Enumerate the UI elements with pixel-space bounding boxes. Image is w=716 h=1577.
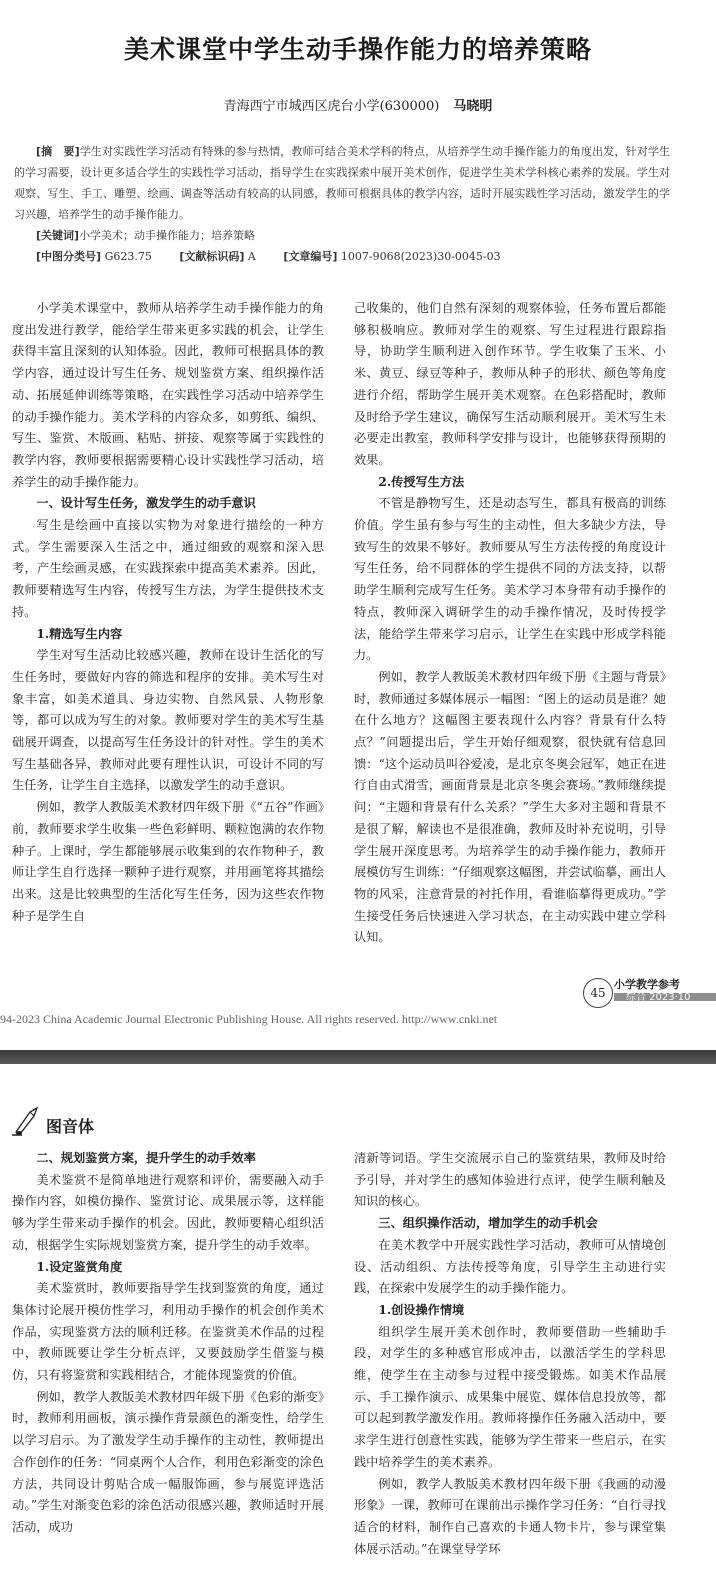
keywords-label: [关键词] <box>36 229 80 242</box>
section-heading: 三、组织操作活动，增加学生的动手机会 <box>378 1216 598 1231</box>
body-paragraph: 美术鉴赏时，教师要指导学生找到鉴赏的角度，通过集体讨论展开模仿性学习，利用动手操作的机会创作美术作品，实现鉴赏方法的顺利迁移。在鉴赏美术作品的过程中，教师既要让学生分析点评，又要鼓励学生借鉴与模仿，只有将鉴赏和实践相结合，才能体现鉴赏的价值。 <box>12 1281 324 1383</box>
clc-value: G623.75 <box>104 250 152 263</box>
page-number: 45 <box>583 978 613 1008</box>
body-paragraph: 在美术教学中开展实践性学习活动，教师可从情境创设、活动组织、方法传授等角度，引导学生主动进行实践，在探索中发展学生的动手操作能力。 <box>354 1237 666 1296</box>
page-2 <box>0 1064 716 1577</box>
body-paragraph: 例如，教学人教版美术教材四年级下册《我画的动漫形象》一课，教师可在课前出示操作学习任务：“自行寻找适合的材料，制作自己喜欢的卡通人物卡片，参与课堂集体展示活动。”在课堂导学环 <box>354 1476 666 1556</box>
author-name: 马晓明 <box>453 99 493 114</box>
abstract-text: 学生对实践性学习活动有特殊的参与热情，教师可结合美术学科的特点，从培养学生动手操作能力的角度出发，针对学生的学习需要，设计更多适合学生的实践性学习活动，指导学生在实践探索中展开美术创作，促进学生美术学科核心素养的发展。学生对观察、写生、手工、雕塑、绘画、调查等活动有较高的认同感，教师可根据具体的教学内容，适时开展实践性学习活动，激发学生的学习兴趣，培养学生的动手操作能力。 <box>14 145 671 221</box>
body-paragraph: 学生对写生活动比较感兴趣，教师在设计生活化的写生任务时，要做好内容的筛选和程序的安排。美术写生对象丰富，如美术道具、身边实物、自然风景、人物形象等，都可以成为写生的对象。教师要对学生的美术写生基础展开调查，以提高写生任务设计的针对性。学生的美术写生基础各异，教师对此要有理性认识，可设计不同的写生任务，让学生自主选择，以激发学生的动手意识。 <box>12 648 324 793</box>
body-paragraph: 小学美术课堂中，教师从培养学生动手操作能力的角度出发进行教学，能给学生带来更多实践的机会，让学生获得丰富且深刻的认知体验。因此，教师可根据具体的教学内容，通过设计写生任务、规划鉴赏方案、组织操作活动、拓展延伸训练等策略，在实践性学习活动中培养学生的动手操作能力。美术学科的内容众多，如剪纸、编织、写生、鉴赏、木版画、粘贴、拼接、观察等属于实践性的教学内容，教师要根据需要精心设计实践性学习活动，培养学生的动手操作能力。 <box>12 301 324 489</box>
subsection-heading: 2.传授写生方法 <box>378 474 465 489</box>
journal-issue: 综合 2023·10 <box>626 992 691 1003</box>
abstract-paragraph <box>14 141 670 225</box>
section-heading: 一、设计写生任务，激发学生的动手意识 <box>36 496 256 511</box>
body-paragraph: 写生是绘画中直接以实物为对象进行描绘的一种方式。学生需要深入生活之中，通过细致的观察和深入思考，产生绘画灵感，在实践探索中提高美术素养。因此，教师要精选写生内容，传授写生方法，为学生提供技术支持。 <box>12 518 324 619</box>
page2-right-column <box>354 1148 666 1560</box>
section-title: 图音体 <box>46 1117 95 1136</box>
classification-line <box>14 246 670 267</box>
keywords-text: 小学美术；动手操作能力；培养策略 <box>79 229 256 242</box>
body-paragraph: 例如，教学人教版美术教材四年级下册《色彩的渐变》时，教师利用画板，演示操作背景颜色的渐变性，给学生以学习启示。为了激发学生动手操作的主动性，教师提出合作创作的任务：“同桌两个人合作，利用色彩渐变的涂色方法，共同设计剪贴合成一幅服饰画，参与展览评选活动。”学生对渐变色彩的涂色活动很感兴趣，教师适时开展活动，成功 <box>12 1389 324 1534</box>
subsection-heading: 1.精选写生内容 <box>36 626 123 641</box>
body-paragraph: 组织学生展开美术创作时，教师要借助一些辅助手段，对学生的多种感官形成冲击，以激活学生的学科思维，使学生在主动参与过程中接受锻炼。如美术作品展示、手工操作演示、成果集中展览、媒体信息投放等，都可以起到教学激发作用。教师将操作任务融入活动中，要求学生进行创意性实践，能够为学生带来一些启示，在实践中培养学生的美术素养。 <box>354 1324 666 1469</box>
abstract-label: [摘 要] <box>36 145 80 158</box>
body-paragraph: 例如，教学人教版美术教材四年级下册《“五谷”作画》前，教师要求学生收集一些色彩鲜明、颗粒饱满的农作物种子。上课时，学生都能够展示收集到的农作物种子，教师让学生自行选择一颗种子进行观察，并用画笔将其描绘出来。这是比较典型的生活化写生任务，因为这些农作物种子是学生自 <box>12 800 324 923</box>
keywords-line <box>14 225 670 246</box>
copyright-footer: 94-2023 China Academic Journal Electronic Publishing House. All rights reserved. http://www.cnki.net <box>0 1012 498 1026</box>
body-paragraph: 清新等词语。学生交流展示自己的鉴赏结果，教师及时给予引导，并对学生的感知体验进行点评，使学生顺利触及知识的核心。 <box>354 1151 666 1209</box>
page-separator <box>0 1050 716 1064</box>
doc-code-label: [文献标识码] <box>179 250 245 263</box>
section-heading: 二、规划鉴赏方案，提升学生的动手效率 <box>36 1151 256 1165</box>
pen-nib-icon <box>10 1104 44 1142</box>
page1-right-column <box>354 298 666 949</box>
page1-left-column <box>12 298 324 927</box>
page2-left-column <box>12 1148 324 1539</box>
subsection-heading: 1.设定鉴赏角度 <box>36 1259 123 1274</box>
body-paragraph: 不管是静物写生，还是动态写生，都具有极高的训练价值。学生虽有参与写生的主动性，但大多缺少方法，导致写生的效果不够好。教师要从写生方法传授的角度设计写生任务，给不同群体的学生提供不同的方法支持，以帮助学生顺利完成写生任务。美术学习本身带有动手操作的特点，教师深入调研学生的动手操作情况，及时传授学法，能给学生带来学习启示，让学生在实践中形成学科能力。 <box>354 496 666 663</box>
author-line <box>0 95 716 114</box>
article-number-value: 1007-9068(2023)30-0045-03 <box>340 250 501 263</box>
clc-label: [中图分类号] <box>36 250 102 263</box>
doc-code-value: A <box>247 250 256 263</box>
abstract-block <box>14 141 670 267</box>
author-affiliation: 青海西宁市城西区虎台小学(630000) <box>223 99 440 114</box>
article-title: 美术课堂中学生动手操作能力的培养策略 <box>123 35 592 64</box>
subsection-heading: 1.创设操作情境 <box>378 1302 465 1317</box>
body-paragraph: 例如，教学人教版美术教材四年级下册《主题与背景》时，教师通过多媒体展示一幅图：“图上的运动员是谁？她在什么地方？这幅图主要表现什么内容？背景有什么特点？”问题提出后，学生开始仔细观察，很快就有信息回馈：“这个运动员叫谷爱凌，是北京冬奥会冠军，她正在进行自由式滑雪，画面背景是北京冬奥会赛场。”教师继续提问：“主题和背景有什么关系？”学生大多对主题和背景不是很了解，解读也不是很准确，教师及时补充说明，引导学生展开深度思考。为培养学生的动手操作能力，教师开展模仿写生训练：“仔细观察这幅图，并尝试临摹，画出人物的风采，注意背景的衬托作用，看谁临摹得更成功。”学生接受任务后快速进入学习状态，在主动实践中建立学科认知。 <box>354 669 666 945</box>
article-number-label: [文章编号] <box>283 250 338 263</box>
journal-name: 小学教学参考 <box>614 978 680 991</box>
body-paragraph: 美术鉴赏不是简单地进行观察和评价，需要融入动手操作内容，如模仿操作、鉴赏讨论、成果展示等，这样能够为学生带来动手操作的机会。因此，教师要精心组织活动，根据学生实际规划鉴赏方案，提升学生的动手效率。 <box>12 1172 324 1252</box>
body-paragraph: 己收集的，他们自然有深刻的观察体验，任务布置后都能够积极响应。教师对学生的观察、写生过程进行跟踪指导，协助学生顺利进入创作环节。学生收集了玉米、小米、黄豆、绿豆等种子，教师从种子的形状、颜色等角度进行介绍，帮助学生展开美术观察。在色彩搭配时，教师及时给予学生建议，确保写生活动顺利展开。美术写生未必要走出教室，教师科学安排与设计，也能够获得预期的效果。 <box>354 301 666 467</box>
